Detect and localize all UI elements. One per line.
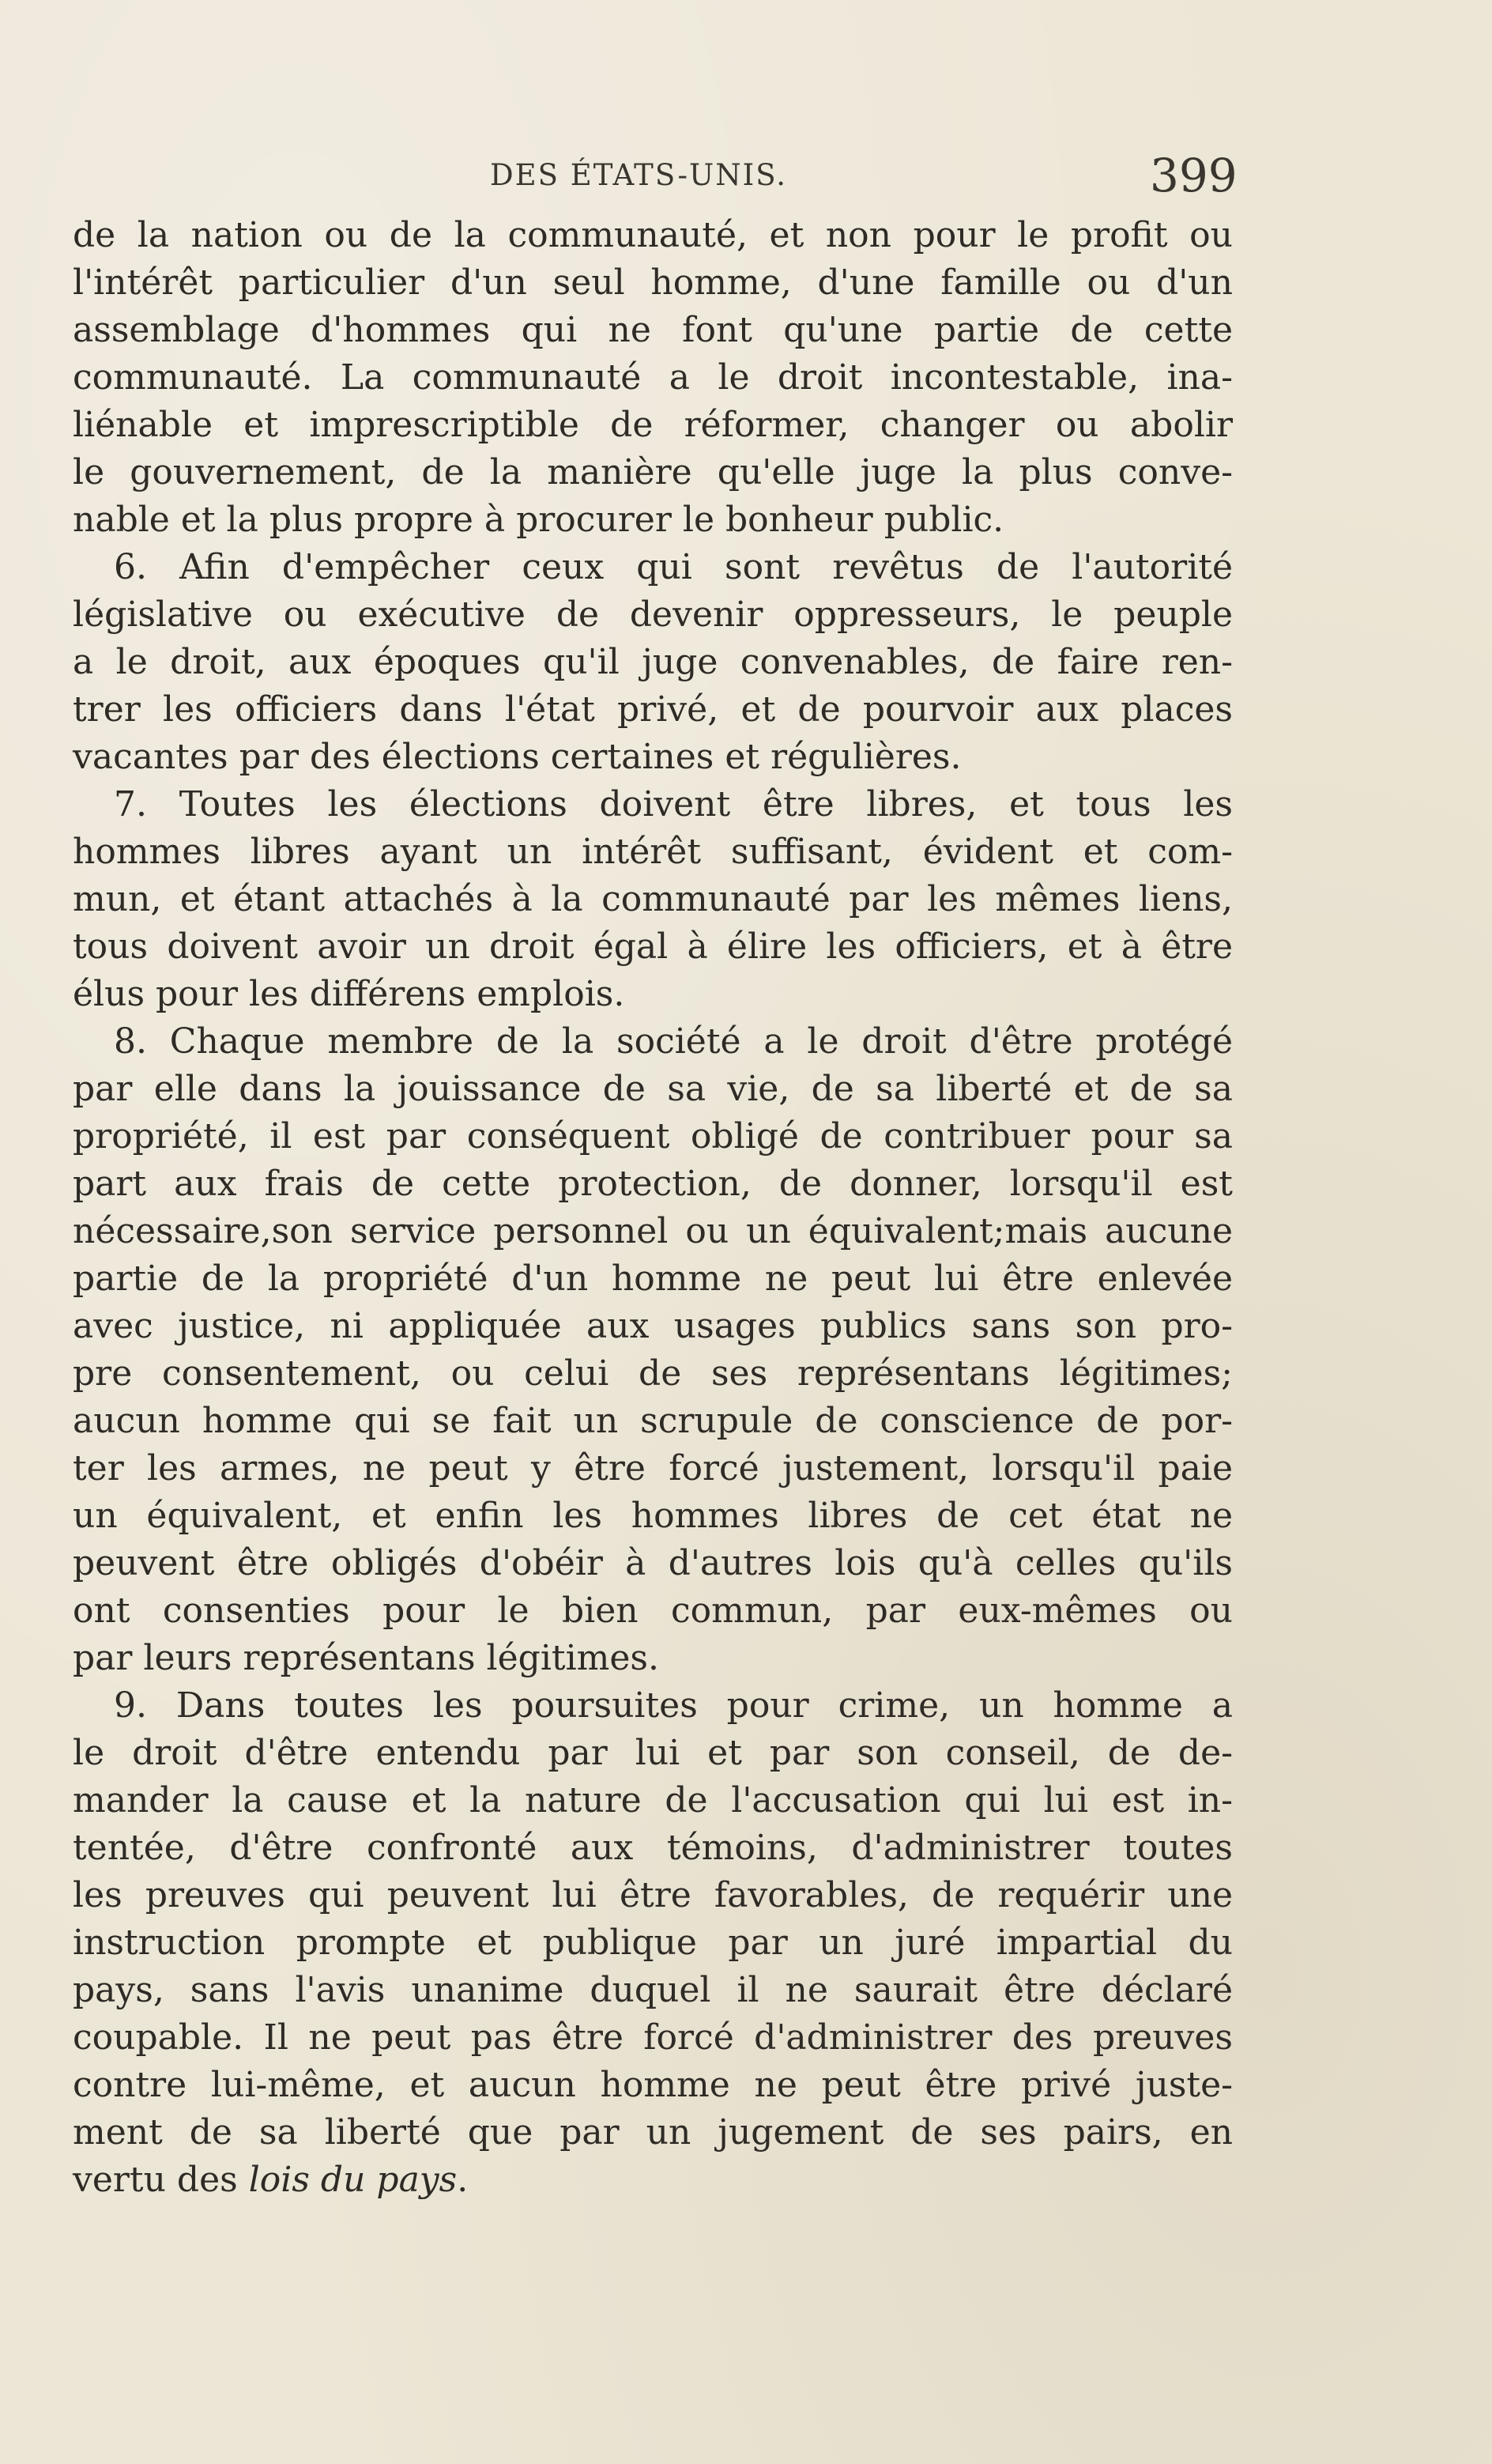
- text-line: partie de la propriété d'un homme ne peut lui être enlevée: [73, 1258, 1233, 1299]
- final-line-prefix: vertu des: [73, 2160, 249, 2200]
- text-line: mander la cause et la nature de l'accusation qui lui est in-: [73, 1780, 1233, 1821]
- italic-phrase: lois du pays: [248, 2160, 458, 2200]
- running-title: DES ÉTATS-UNIS.: [490, 158, 787, 192]
- text-line: assemblage d'hommes qui ne font qu'une partie de cette: [73, 310, 1233, 350]
- text-line: ont consenties pour le bien commun, par eux-mêmes ou: [73, 1590, 1233, 1631]
- text-line: par elle dans la jouissance de sa vie, de sa liberté et de sa: [73, 1069, 1233, 1109]
- text-line: hommes libres ayant un intérêt suffisant, évident et com-: [73, 832, 1233, 872]
- text-line: ment de sa liberté que par un jugement de ses pairs, en: [73, 2112, 1233, 2153]
- text-line: de la nation ou de la communauté, et non pour le profit ou: [73, 215, 1233, 255]
- text-line: nécessaire,son service personnel ou un équivalent;mais aucune: [73, 1211, 1233, 1251]
- text-line: communauté. La communauté a le droit incontestable, ina-: [73, 357, 1233, 398]
- text-line: contre lui-même, et aucun homme ne peut être privé juste-: [73, 2065, 1233, 2105]
- text-line: instruction prompte et publique par un juré impartial du: [73, 1923, 1233, 1963]
- final-line-suffix: .: [457, 2160, 469, 2200]
- body-text: [73, 212, 1233, 2204]
- text-line: pre consentement, ou celui de ses représentans légitimes;: [73, 1353, 1233, 1394]
- paragraph-8-start: 8. Chaque membre de la société a le droit d'être protégé: [114, 1021, 1233, 1062]
- paragraph-7-start: 7. Toutes les élections doivent être libres, et tous les: [114, 784, 1233, 824]
- text-line: un équivalent, et enfin les hommes libres de cet état ne: [73, 1496, 1233, 1536]
- text-line: coupable. Il ne peut pas être forcé d'administrer des preuves: [73, 2017, 1233, 2058]
- text-line: liénable et imprescriptible de réformer, changer ou abolir: [73, 405, 1233, 445]
- text-line: ter les armes, ne peut y être forcé justement, lorsqu'il paie: [73, 1448, 1233, 1489]
- page-number: 399: [1150, 149, 1238, 202]
- text-line: a le droit, aux époques qu'il juge convenables, de faire ren-: [73, 642, 1233, 682]
- text-line: le gouvernement, de la manière qu'elle juge la plus conve-: [73, 452, 1233, 492]
- text-line: part aux frais de cette protection, de donner, lorsqu'il est: [73, 1164, 1233, 1204]
- text-line: pays, sans l'avis unanime duquel il ne saurait être déclaré: [73, 1970, 1233, 2010]
- text-line: trer les officiers dans l'état privé, et de pourvoir aux places: [73, 689, 1233, 730]
- text-line: peuvent être obligés d'obéir à d'autres lois qu'à celles qu'ils: [73, 1543, 1233, 1583]
- text-line: propriété, il est par conséquent obligé de contribuer pour sa: [73, 1116, 1233, 1157]
- text-line: tentée, d'être confronté aux témoins, d'administrer toutes: [73, 1828, 1233, 1868]
- text-line: l'intérêt particulier d'un seul homme, d'une famille ou d'un: [73, 262, 1233, 303]
- text-line: élus pour les différens emplois.: [73, 974, 625, 1014]
- text-line: aucun homme qui se fait un scrupule de conscience de por-: [73, 1401, 1233, 1441]
- paragraph-6-start: 6. Afin d'empêcher ceux qui sont revêtus de l'autorité: [114, 547, 1233, 587]
- text-line: tous doivent avoir un droit égal à élire les officiers, et à être: [73, 926, 1233, 967]
- final-text-line: [73, 2156, 1233, 2204]
- text-line: les preuves qui peuvent lui être favorables, de requérir une: [73, 1875, 1233, 1915]
- text-line: nable et la plus propre à procurer le bonheur public.: [73, 500, 1004, 540]
- text-line: législative ou exécutive de devenir oppresseurs, le peuple: [73, 594, 1233, 635]
- paragraph-9-start: 9. Dans toutes les poursuites pour crime, un homme a: [114, 1685, 1233, 1726]
- text-line: par leurs représentans légitimes.: [73, 1638, 659, 1678]
- text-line: avec justice, ni appliquée aux usages publics sans son pro-: [73, 1306, 1233, 1346]
- text-line: le droit d'être entendu par lui et par son conseil, de de-: [73, 1733, 1233, 1773]
- text-line: mun, et étant attachés à la communauté par les mêmes liens,: [73, 879, 1233, 919]
- text-line: vacantes par des élections certaines et régulières.: [73, 737, 962, 777]
